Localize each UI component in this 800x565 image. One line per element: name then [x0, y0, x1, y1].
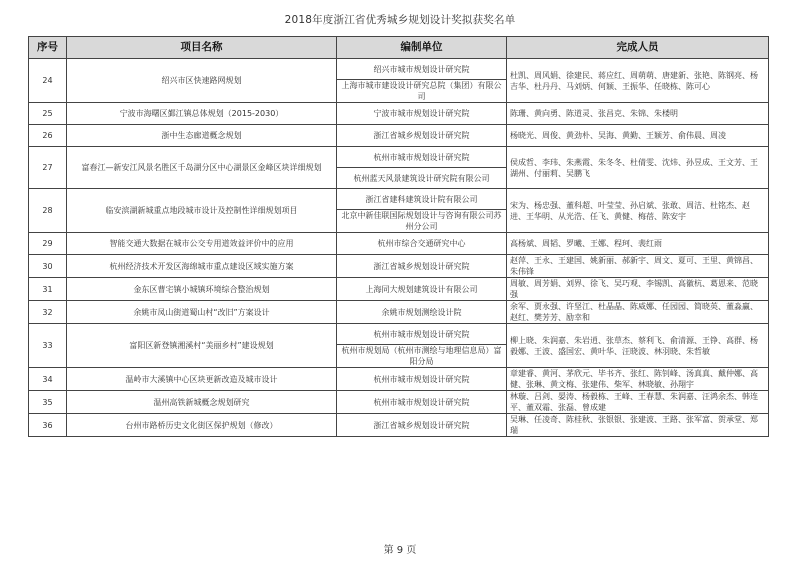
row-number: 25	[29, 103, 67, 125]
project-name: 宁波市海曙区鄞江镇总体规划（2015-2030）	[67, 103, 337, 125]
project-name: 金东区曹宅镇小城镇环境综合整治规划	[67, 278, 337, 301]
compiling-unit: 杭州市城市规划设计研究院	[337, 391, 507, 414]
compiling-unit: 杭州蓝天风景建筑设计研究院有限公司	[337, 168, 507, 189]
table-row	[29, 125, 769, 147]
team-members: 林璇、吕剑、晏涛、杨毅栋、王峰、王春慧、朱润嘉、汪鸿余杰、韩连平、董双霜、张磊、曾成建	[507, 391, 769, 414]
page-number: 第 9 页	[383, 545, 417, 556]
row-number: 33	[29, 324, 67, 368]
table-row	[29, 255, 769, 278]
header-unit: 编制单位	[337, 37, 507, 59]
table-row	[29, 233, 769, 255]
table-row	[29, 189, 769, 210]
compiling-unit: 杭州市城市规划设计研究院	[337, 368, 507, 391]
compiling-unit: 绍兴市城市规划设计研究院	[337, 59, 507, 80]
table-row	[29, 147, 769, 168]
project-name: 绍兴市区快速路网规划	[67, 59, 337, 103]
compiling-unit: 宁波市城市规划设计研究院	[337, 103, 507, 125]
row-number: 36	[29, 414, 67, 437]
team-members: 吴琳、任凌奇、陈桂秋、张银银、张建波、王路、张军富、贺承堂、郑瑞	[507, 414, 769, 437]
table-row	[29, 301, 769, 324]
team-members: 赵萍、王永、王建国、姚新丽、郝新宇、周文、夏可、王里、黄锦昌、朱伟锋	[507, 255, 769, 278]
project-name: 杭州经济技术开发区海绵城市重点建设区域实施方案	[67, 255, 337, 278]
compiling-unit: 杭州市城市规划设计研究院	[337, 147, 507, 168]
row-number: 28	[29, 189, 67, 233]
project-name: 富阳区新登镇湘溪村“美丽乡村”建设规划	[67, 324, 337, 368]
project-name: 温岭市大溪镇中心区块更新改造及城市设计	[67, 368, 337, 391]
team-members: 陈珊、黄向勇、陈道灵、张昌克、朱锦、朱楼明	[507, 103, 769, 125]
project-name: 浙中生态廊道概念规划	[67, 125, 337, 147]
compiling-unit: 杭州市综合交通研究中心	[337, 233, 507, 255]
team-members: 杨晓光、周俊、黄劲朴、吴海、黄勤、王颖芳、俞伟晨、周凌	[507, 125, 769, 147]
compiling-unit: 余姚市规划测绘设计院	[337, 301, 507, 324]
table-row	[29, 414, 769, 437]
compiling-unit: 上海市城市建设设计研究总院（集团）有限公司	[337, 80, 507, 103]
row-number: 31	[29, 278, 67, 301]
table-row	[29, 278, 769, 301]
row-number: 26	[29, 125, 67, 147]
compiling-unit: 北京中新佳联国际规划设计与咨询有限公司苏州分公司	[337, 210, 507, 233]
compiling-unit: 浙江省建科建筑设计院有限公司	[337, 189, 507, 210]
table-row	[29, 324, 769, 345]
project-name: 余姚市凤山街道蜀山村“改旧”方案设计	[67, 301, 337, 324]
row-number: 32	[29, 301, 67, 324]
compiling-unit: 上海同大规划建筑设计有限公司	[337, 278, 507, 301]
header-no: 序号	[29, 37, 67, 59]
row-number: 30	[29, 255, 67, 278]
team-members: 余军、贾永强、许坚江、杜晶晶、陈威娜、任园园、简晓英、董淼赢、赵红、樊芳芳、励幸和	[507, 301, 769, 324]
team-members: 宋为、杨忠强、董科超、叶莹莹、孙启斌、张敢、周洁、杜铭杰、赵进、王华明、从光浩、任飞、黄健、梅蓓、陈安宇	[507, 189, 769, 233]
team-members: 章建睿、黄河、茅欣元、毕书齐、张红、陈钊峰、汤真真、戴仲娜、高健、张琳、黄文梅、张建伟、柴军、林晓敏、孙翔宇	[507, 368, 769, 391]
project-name: 台州市路桥历史文化街区保护规划（修改）	[67, 414, 337, 437]
compiling-unit: 浙江省城乡规划设计研究院	[337, 414, 507, 437]
header-people: 完成人员	[507, 37, 769, 59]
table-row	[29, 103, 769, 125]
project-name: 临安滨湖新城重点地段城市设计及控制性详细规划项目	[67, 189, 337, 233]
row-number: 27	[29, 147, 67, 189]
team-members: 侯成哲、李玮、朱燕霞、朱冬冬、杜倩雯、沈炜、孙昱成、王文芳、王湖州、付丽莉、吴鹏飞	[507, 147, 769, 189]
document-title: 2018年度浙江省优秀城乡规划设计奖拟获奖名单	[284, 14, 516, 26]
project-name: 温州高铁新城概念规划研究	[67, 391, 337, 414]
team-members: 高杨斌、周韬、罗曦、王娜、程珂、裴红雨	[507, 233, 769, 255]
table-row	[29, 368, 769, 391]
team-members: 杜凯、周风娟、徐建民、蒋应红、周萌萌、唐建新、张艳、陈钢亮、杨吉华、杜丹丹、马刘炳、何颖、王振华、任晓栋、陈可心	[507, 59, 769, 103]
compiling-unit: 浙江省城乡规划设计研究院	[337, 125, 507, 147]
table-body	[29, 59, 769, 437]
row-number: 29	[29, 233, 67, 255]
table-row	[29, 391, 769, 414]
compiling-unit: 杭州市城市规划设计研究院	[337, 324, 507, 345]
table-header-row	[29, 37, 769, 59]
project-name: 智能交通大数据在城市公交专用道效益评价中的应用	[67, 233, 337, 255]
header-project: 项目名称	[67, 37, 337, 59]
row-number: 34	[29, 368, 67, 391]
compiling-unit: 浙江省城乡规划设计研究院	[337, 255, 507, 278]
compiling-unit: 杭州市规划局（杭州市测绘与地理信息局）富阳分局	[337, 345, 507, 368]
team-members: 柳上晓、朱润嘉、朱岩逍、张草杰、蔡利飞、俞清源、王铮、高群、杨毅娜、王波、盛国宏、黄叶华、汪晓波、林羽晓、朱哲敏	[507, 324, 769, 368]
award-table	[28, 36, 769, 437]
row-number: 24	[29, 59, 67, 103]
row-number: 35	[29, 391, 67, 414]
project-name: 富春江—新安江风景名胜区千岛湖分区中心湖景区金峰区块详细规划	[67, 147, 337, 189]
table-row	[29, 59, 769, 80]
team-members: 周敏、周芳娟、刘界、徐飞、吴巧观、李锡凯、高徽杭、葛恩来、范晓强	[507, 278, 769, 301]
